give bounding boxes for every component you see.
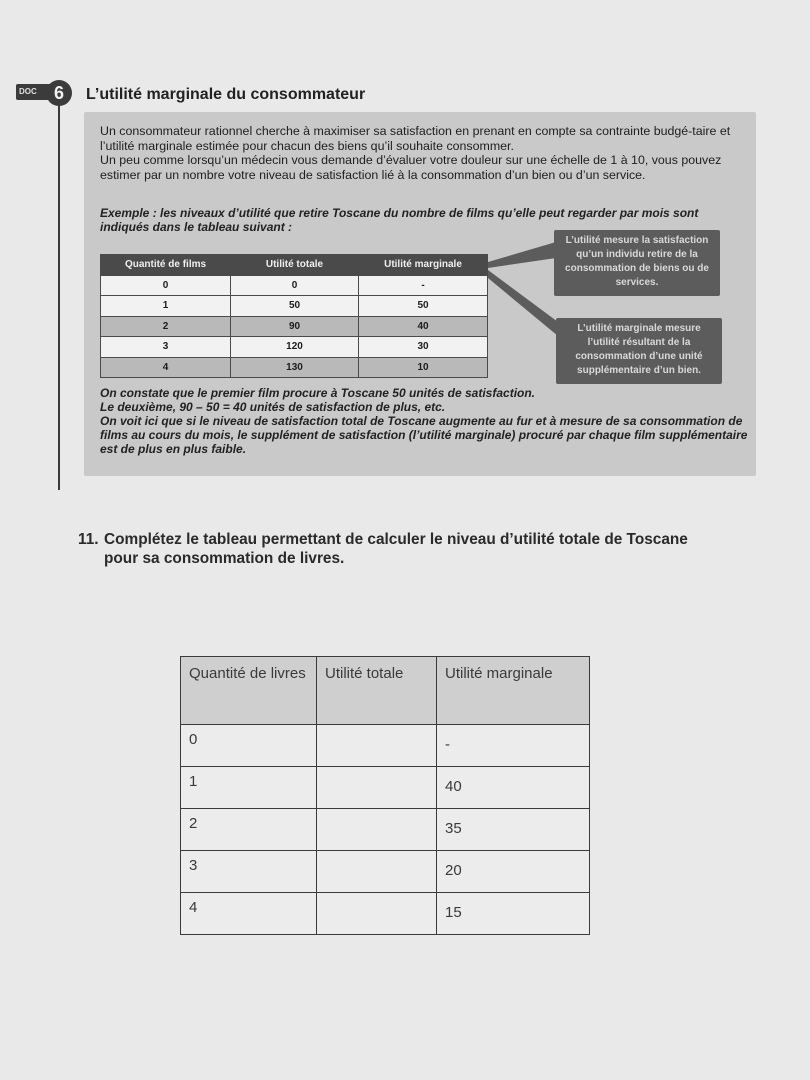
table-header-cell: Quantité de films — [101, 255, 231, 276]
conclusion-line-3: On voit ici que si le niveau de satisfaction total de Toscane augmente au fur et à mesure de sa consommation de films au cours du mois, le supplément de satisfaction (l’utilité marginale) procuré par chaque film supplémentaire est de plus en plus faible. — [100, 414, 748, 456]
conclusion-line-2: Le deuxième, 90 – 50 = 40 unités de satisfaction de plus, etc. — [100, 400, 446, 414]
conclusion-text — [100, 386, 750, 456]
table-header-cell: Quantité de livres — [181, 657, 317, 725]
table-row — [181, 851, 590, 893]
question-number: 11. — [78, 531, 99, 548]
total-utility-input-cell[interactable] — [317, 767, 437, 809]
question-11 — [78, 530, 758, 568]
books-utility-table — [180, 656, 590, 935]
table-cell: 1 — [181, 767, 317, 809]
table-cell: 35 — [437, 809, 590, 851]
question-line-2: pour sa consommation de livres. — [104, 550, 345, 567]
pointer-marginal — [488, 270, 558, 336]
table-cell: 0 — [181, 725, 317, 767]
table-cell: 3 — [101, 337, 231, 358]
table-header-cell: Utilité totale — [317, 657, 437, 725]
table-header-cell: Utilité marginale — [359, 255, 488, 276]
table-cell: 4 — [181, 893, 317, 935]
doc-number-badge: 6 — [46, 80, 72, 106]
total-utility-input-cell[interactable] — [317, 809, 437, 851]
table-cell: 50 — [231, 296, 359, 317]
table-cell: 3 — [181, 851, 317, 893]
table-cell: - — [359, 275, 488, 296]
table-cell: 120 — [231, 337, 359, 358]
table-row — [181, 767, 590, 809]
table-cell: 20 — [437, 851, 590, 893]
table-header-row — [181, 657, 590, 725]
pointer-total — [488, 242, 556, 268]
conclusion-line-1: On constate que le premier film procure à Toscane 50 unités de satisfaction. — [100, 386, 536, 400]
table-cell: 50 — [359, 296, 488, 317]
table-cell: 40 — [437, 767, 590, 809]
table-row — [181, 809, 590, 851]
table-cell: 90 — [231, 316, 359, 337]
table-cell: 130 — [231, 357, 359, 378]
table-cell: 4 — [101, 357, 231, 378]
total-utility-input-cell[interactable] — [317, 725, 437, 767]
table-header-cell: Utilité totale — [231, 255, 359, 276]
table-row — [181, 893, 590, 935]
table-header-cell: Utilité marginale — [437, 657, 590, 725]
table-cell: 0 — [101, 275, 231, 296]
table-cell: - — [437, 725, 590, 767]
intro-paragraph-2: Un peu comme lorsqu’un médecin vous demande d’évaluer votre douleur sur une échelle de 1 à 10, vous pouvez estimer par un nombre votre niveau de satisfaction lié à la consommation d’un bien ou d’un service. — [100, 153, 722, 182]
table-cell: 2 — [181, 809, 317, 851]
total-utility-input-cell[interactable] — [317, 893, 437, 935]
intro-paragraph-1: Un consommateur rationnel cherche à maximiser sa satisfaction en prenant en compte sa contrainte budgé-taire et l’utilité marginale estimée pour chacun des biens qu’il souhaite consommer. — [100, 124, 731, 153]
example-text: Exemple : les niveaux d’utilité que retire Toscane du nombre de films qu’elle peut regarder par mois sont indiqués dans le tableau suivant : — [100, 206, 699, 234]
question-line-1: Complétez le tableau permettant de calculer le niveau d’utilité totale de Toscane — [104, 531, 688, 548]
callout-total-utility: L’utilité mesure la satisfaction qu’un individu retire de la consommation de biens ou de services. — [554, 230, 720, 296]
table-cell: 30 — [359, 337, 488, 358]
doc-title: L’utilité marginale du consommateur — [86, 86, 366, 103]
table-cell: 0 — [231, 275, 359, 296]
callout-marginal-utility: L’utilité marginale mesure l’utilité résultant de la consommation d’une unité supplémentaire d’un bien. — [556, 318, 722, 384]
doc-tag: DOC — [16, 84, 52, 100]
table-row — [181, 725, 590, 767]
table-cell: 2 — [101, 316, 231, 337]
table-cell: 15 — [437, 893, 590, 935]
total-utility-input-cell[interactable] — [317, 851, 437, 893]
table-cell: 1 — [101, 296, 231, 317]
table-cell: 10 — [359, 357, 488, 378]
table-cell: 40 — [359, 316, 488, 337]
